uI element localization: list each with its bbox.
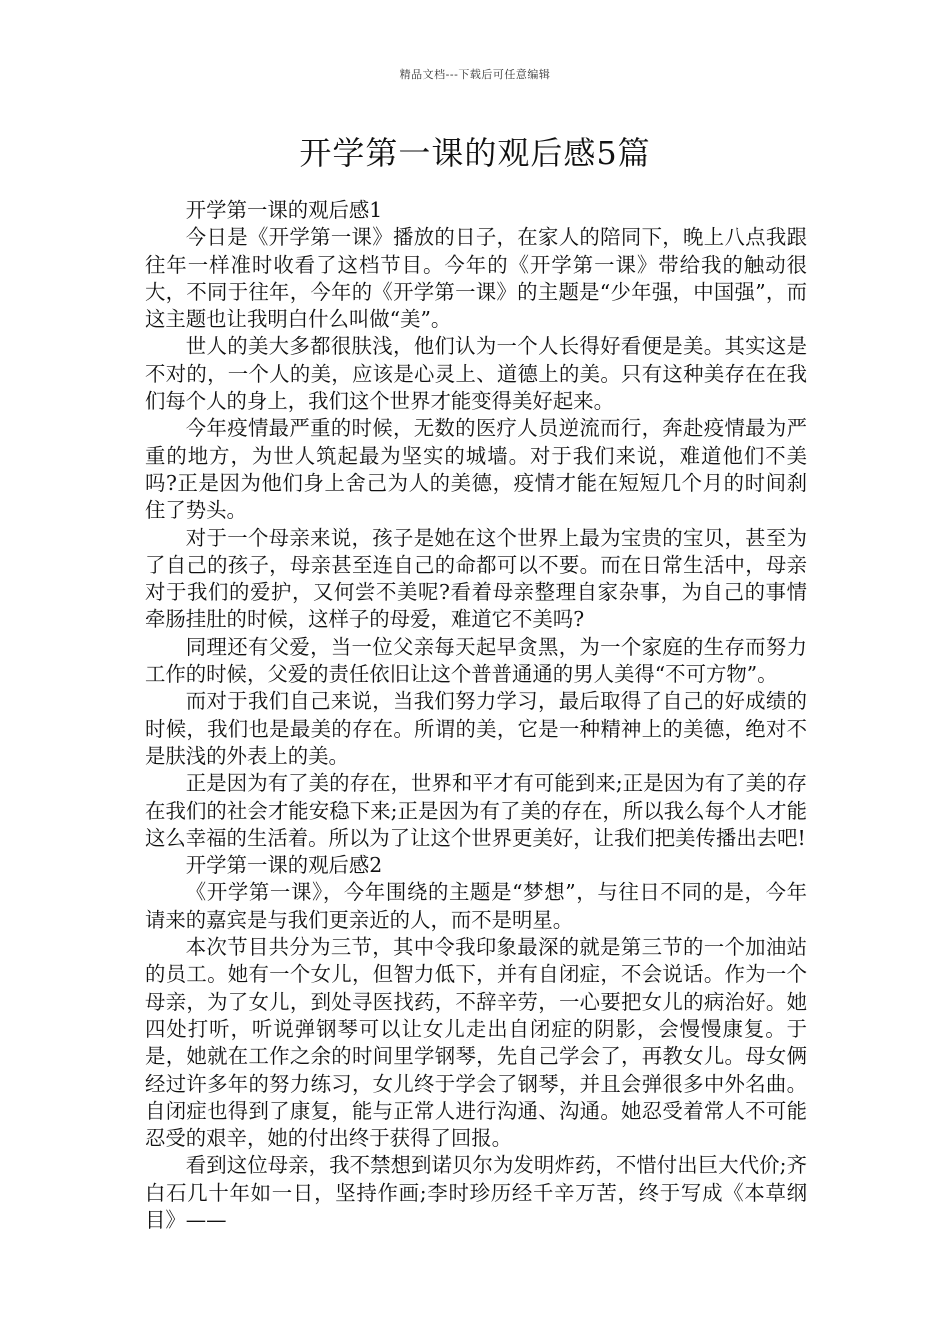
body-paragraph: 世人的美大多都很肤浅，他们认为一个人长得好看便是美。其实这是不对的，一个人的美，应该是心灵上、道德上的美。只有这种美存在在我们每个人的身上，我们这个世界才能变得美好起来。 <box>145 334 807 414</box>
body-paragraph: 正是因为有了美的存在，世界和平才有可能到来;正是因为有了美的存在我们的社会才能安稳下来;正是因为有了美的存在，所以我么每个人才能这么幸福的生活着。所以为了让这个世界更美好，让我们把美传播出去吧! <box>145 771 807 850</box>
body-paragraph: 《开学第一课》，今年围绕的主题是“梦想”，与往日不同的是，今年请来的嘉宾是与我们更亲近的人，而不是明星。 <box>145 880 807 932</box>
section-heading-2: 开学第一课的观后感2 <box>185 853 383 878</box>
document-title: 开学第一课的观后感5篇 <box>299 134 651 172</box>
body-paragraph: 看到这位母亲，我不禁想到诺贝尔为发明炸药，不惜付出巨大代价;齐白石几十年如一日，坚持作画;李时珍历经千辛万苦，终于写成《本草纲目》—— <box>145 1153 807 1232</box>
page-header-note: 精品文档---下载后可任意编辑 <box>399 68 551 81</box>
body-paragraph: 本次节目共分为三节，其中令我印象最深的就是第三节的一个加油站的员工。她有一个女儿，但智力低下，并有自闭症，不会说话。作为一个母亲，为了女儿，到处寻医找药，不辞辛劳，一心要把女儿的病治好。她四处打听，听说弹钢琴可以让女儿走出自闭症的阴影，会慢慢康复。于是，她就在工作之余的时间里学钢琴，先自己学会了，再教女儿。母女俩经过许多年的努力练习，女儿终于学会了钢琴，并且会弹很多中外名曲。自闭症也得到了康复，能与正常人进行沟通、沟通。她忍受着常人不可能忍受的艰辛，她的付出终于获得了回报。 <box>145 935 807 1151</box>
body-paragraph: 今日是《开学第一课》播放的日子，在家人的陪同下，晚上八点我跟往年一样准时收看了这档节目。今年的《开学第一课》带给我的触动很大，不同于往年，今年的《开学第一课》的主题是“少年强，中国强”，而这主题也让我明白什么叫做“美”。 <box>145 225 807 332</box>
section-heading-1: 开学第一课的观后感1 <box>185 198 383 222</box>
body-paragraph: 同理还有父爱，当一位父亲每天起早贪黑，为一个家庭的生存而努力工作的时候，父爱的责任依旧让这个普普通通的男人美得“不可方物”。 <box>145 634 807 687</box>
body-paragraph: 对于一个母亲来说，孩子是她在这个世界上最为宝贵的宝贝，甚至为了自己的孩子，母亲甚至连自己的命都可以不要。而在日常生活中，母亲对于我们的爱护，又何尝不美呢?看着母亲整理自家杂事，为自己的事情牵肠挂肚的时候，这样子的母爱，难道它不美吗? <box>145 525 807 632</box>
document-body <box>145 197 807 1234</box>
body-paragraph: 今年疫情最严重的时候，无数的医疗人员逆流而行，奔赴疫情最为严重的地方，为世人筑起最为坚实的城墙。对于我们来说，难道他们不美吗?正是因为他们身上舍己为人的美德，疫情才能在短短几个月的时间刹住了势头。 <box>145 416 807 523</box>
body-paragraph: 而对于我们自己来说，当我们努力学习，最后取得了自己的好成绩的时候，我们也是最美的存在。所谓的美，它是一种精神上的美德，绝对不是肤浅的外表上的美。 <box>145 689 807 768</box>
